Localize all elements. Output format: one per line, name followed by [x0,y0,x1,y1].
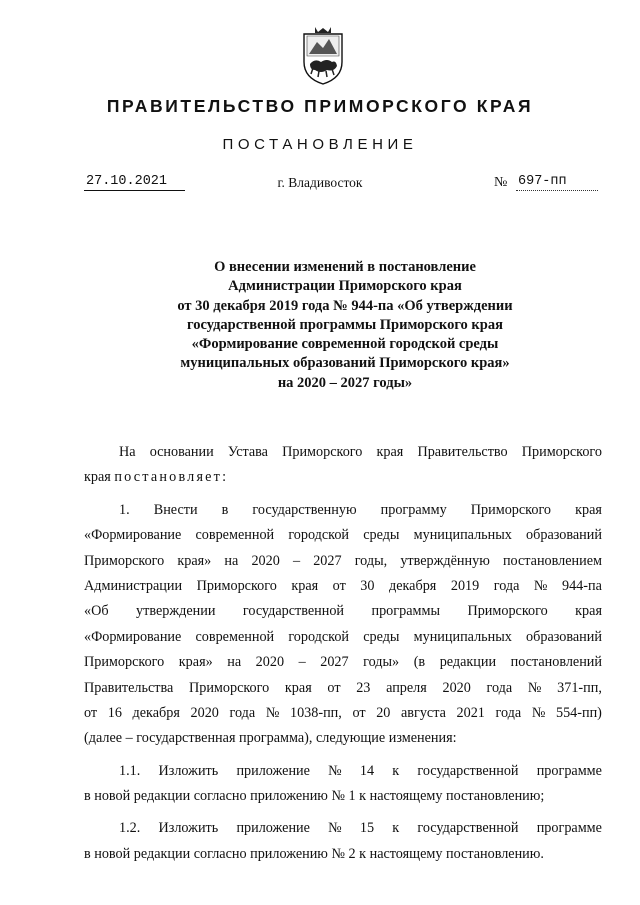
body-word: годы» [363,654,400,671]
body-word: государственной [242,603,345,620]
body-word: 30 [360,577,375,594]
body-word: государственную [252,501,357,518]
body-word: муниципальных [413,527,512,544]
body-word: 23 [356,679,371,696]
body-word: 1.1. [119,762,141,779]
body-word: образований [526,527,602,544]
document-type: ПОСТАНОВЛЕНИЕ [222,136,418,153]
body-word: основании [149,444,214,460]
title-line: Администрации Приморского края [228,278,462,295]
body-word: края [284,679,312,696]
body-word: государственной [417,820,519,837]
body-word: Приморского [196,577,277,594]
body-word: На [119,444,136,460]
body-line [84,465,602,490]
document-title [100,258,590,393]
body-word: декабря [388,577,437,594]
body-word: 2027 [313,552,342,569]
body-word: городской [288,527,350,544]
title-line: муниципальных образований Приморского края» [180,355,510,372]
body-word: утверждении [136,603,216,620]
body-word: 944-па [561,577,602,594]
body-word: образований [526,628,602,645]
body-word: края» [178,654,213,671]
document-city: г. Владивосток [277,175,363,190]
body-word: апреля [386,679,427,696]
body-word: Внести [153,501,198,518]
body-line [84,440,602,465]
body-line [84,650,602,675]
title-line: от 30 декабря 2019 года № 944-па «Об утверждении [177,297,513,314]
body-word: 15 [359,820,375,837]
body-word: (в [413,654,426,671]
body-word: года [486,679,513,696]
body-word: августа [401,704,446,721]
document-body [84,440,602,867]
body-word: Администрации [84,577,183,594]
body-word: «Формирование [84,628,182,645]
document-date: 27.10.2021 [84,174,185,191]
body-line [84,816,602,841]
body-word: к [392,820,400,837]
body-word: 371-пп, [557,679,602,696]
body-word: 2019 [450,577,480,594]
body-word: 2021 [456,704,485,721]
body-word: года [493,577,520,594]
body-word: края [575,501,602,518]
body-word: № [328,762,342,779]
body-line [84,625,602,650]
body-word: Приморского [282,444,363,460]
body-word: Правительство [417,444,508,460]
body-line: (далее – государственная программа), следующие изменения: [84,730,457,747]
body-word: Приморского [467,603,548,620]
body-word: постановлений [510,654,602,671]
body-word: от [332,577,346,594]
body-word: среды [363,527,400,544]
body-word: № [527,679,542,696]
body-word: 2020 [190,704,219,721]
body-word: края [291,577,319,594]
body-word: приложение [236,762,310,779]
government-name: ПРАВИТЕЛЬСТВО ПРИМОРСКОГО КРАЯ [106,96,534,116]
body-word: городской [288,628,350,645]
body-word: «Формирование [84,527,182,544]
body-word: на [224,552,239,569]
body-word: Изложить [158,820,219,837]
body-word: муниципальных [413,628,512,645]
body-word: 2027 [320,654,349,671]
body-word: от [327,679,341,696]
body-word: Приморского [470,501,552,518]
body-word: от [352,704,366,721]
body-word: 554-пп) [555,704,602,721]
body-word: современной [195,628,275,645]
body-word: края [376,444,404,460]
body-text-spaced: постановляет: [114,469,229,486]
title-line: на 2020 – 2027 годы» [277,374,413,391]
body-word: «Об [84,603,109,620]
body-word: к [392,762,400,779]
body-line [84,549,602,574]
title-line: О внесении изменений в постановление [214,259,476,275]
body-line [84,498,602,523]
body-word: Приморского [84,654,165,671]
body-word: 14 [359,762,375,779]
body-word: редакции [439,654,497,671]
body-line [84,574,602,599]
body-word: края» [177,552,212,569]
body-word: современной [195,527,275,544]
document-number: 697-пп [516,174,598,191]
body-word: № [265,704,280,721]
body-line [84,676,602,701]
body-word: – [298,654,306,671]
body-word: постановлением [502,552,602,569]
body-word: программе [536,762,602,779]
body-word: № [531,704,546,721]
body-word: № [533,577,548,594]
body-word: Правительства [84,679,174,696]
body-word: 1038-пп, [289,704,342,721]
body-word: 2020 [255,654,285,671]
body-word: года [495,704,522,721]
body-word: края [575,603,602,620]
body-word: 1.2. [119,820,141,837]
body-word: года [229,704,256,721]
body-word: программе [536,820,602,837]
body-word: Приморского [84,552,165,569]
body-word: утверждённую [400,552,490,569]
body-line [84,759,602,784]
body-word: № [328,820,342,837]
body-word: программы [371,603,440,620]
body-word: 2020 [251,552,280,569]
body-word: Приморского [188,679,270,696]
body-line [84,701,602,726]
body-word: 1. [119,501,130,518]
body-word: Приморского [521,444,602,460]
body-word: 16 [107,704,122,721]
body-line: в новой редакции согласно приложению № 2 к настоящему постановлению. [84,845,544,862]
body-word: приложение [236,820,310,837]
body-word: 20 [376,704,391,721]
body-word: Устава [227,444,268,460]
body-word: Изложить [158,762,219,779]
body-line [84,523,602,548]
body-word: в [221,501,229,518]
body-line: в новой редакции согласно приложению № 1 к настоящему постановлению; [84,788,545,805]
body-word: от [84,704,98,721]
body-word: декабря [132,704,180,721]
body-word: 2020 [442,679,471,696]
body-word: государственной [417,762,519,779]
body-word: программу [380,501,447,518]
number-sign: № [494,175,508,190]
coat-of-arms-emblem [301,24,345,86]
body-word: – [292,552,301,569]
body-line [84,599,602,624]
body-word: на [227,654,242,671]
body-word: среды [363,628,400,645]
title-line: «Формирование современной городской среды [191,336,499,353]
body-word: годы, [354,552,388,569]
body-text: края [84,469,115,486]
title-line: государственной программы Приморского края [187,316,503,333]
